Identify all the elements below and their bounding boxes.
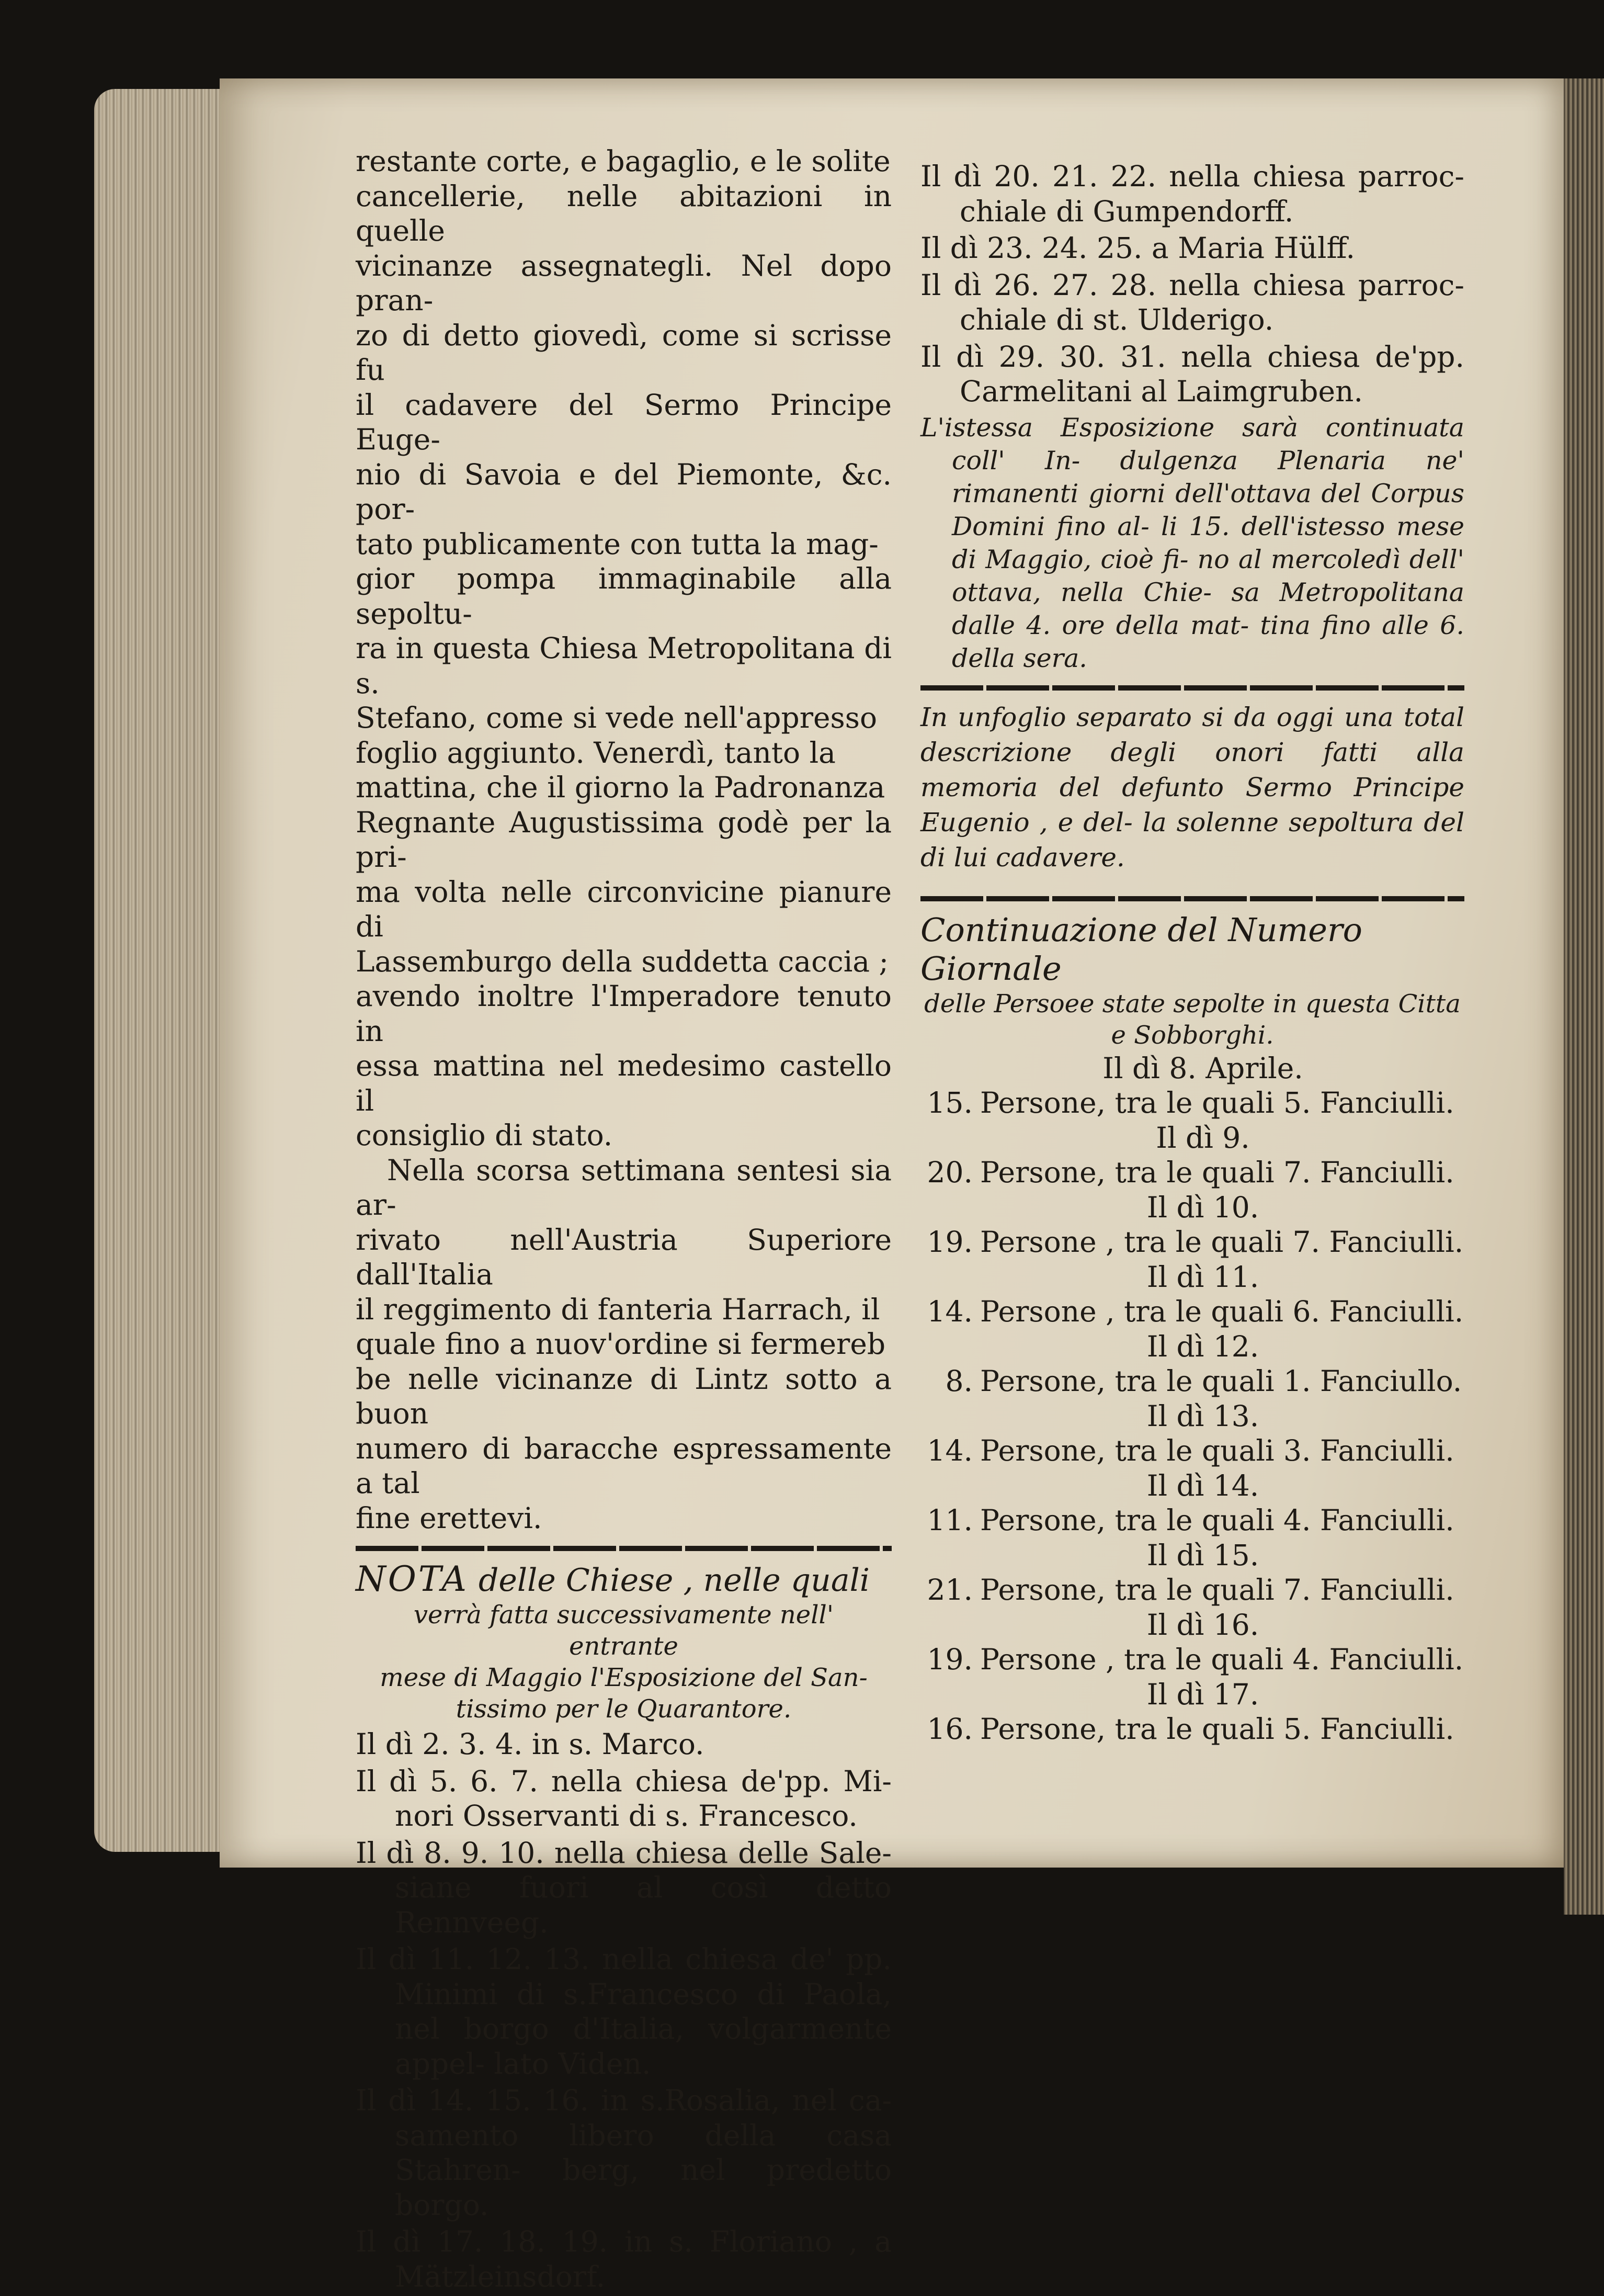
- church-schedule-entry: Il dì 26. 27. 28. nella chiesa parroc- chiale di st. Ulderigo.: [920, 268, 1464, 336]
- text-line: il cadavere del Sermo Principe Euge-: [356, 388, 892, 456]
- day-heading: Il dì 10.: [1146, 1190, 1259, 1224]
- day-heading: Il dì 11.: [1146, 1260, 1259, 1294]
- text-line: gior pompa immaginabile alla sepoltu-: [356, 562, 892, 630]
- text-line: essa mattina nel medesimo castello il: [356, 1049, 892, 1117]
- burial-row: [920, 1085, 1464, 1121]
- burial-count: 14.: [927, 1295, 973, 1328]
- text-line: zo di detto giovedì, come si scrisse fu: [356, 318, 892, 387]
- right-column: [920, 157, 1464, 1747]
- burial-row: [920, 1433, 1464, 1468]
- day-heading: Il dì 13.: [1146, 1399, 1259, 1433]
- burial-text: Persone , tra le quali 4. Fanciulli.: [980, 1643, 1464, 1676]
- burial-text: Persone , tra le quali 7. Fanciulli.: [980, 1225, 1464, 1259]
- section-divider: [920, 685, 1464, 691]
- church-schedule-entry: Il dì 11. 12. 13. nella chiesa de' pp. Minimi di s.Francesco di Paola, nel borgo d'Italia, volgarmente appel- lato Viden.: [356, 1942, 892, 2080]
- burial-list: [920, 1085, 1464, 1747]
- day-heading: Il dì 12.: [1146, 1329, 1259, 1363]
- church-schedule-entry: Il dì 14. 15. 16. in s.Rosalia, nel ca- samento libero della casa Stahren- berg, nel predetto borgo.: [356, 2084, 892, 2222]
- nota-subtitle: mese di Maggio l'Esposizione del San-: [380, 1663, 868, 1692]
- burial-text: Persone, tra le quali 7. Fanciulli.: [980, 1156, 1454, 1189]
- section-divider: [920, 896, 1464, 901]
- nota-title-rest: delle Chiese , nelle quali: [479, 1562, 870, 1599]
- burial-text: Persone, tra le quali 1. Fanciullo.: [980, 1364, 1462, 1398]
- nota-subtitle: tissimo per le Quarantore.: [456, 1694, 792, 1724]
- day-heading: Il dì 17.: [1146, 1677, 1259, 1711]
- burial-row: [920, 1364, 1464, 1399]
- church-schedule-entry: Il dì 17. 18. 19. in s. Floriano , a Mätzleinsdorf.: [356, 2225, 892, 2293]
- day-heading: Il dì 8. Aprile.: [1102, 1051, 1303, 1085]
- burial-count: 20.: [927, 1156, 973, 1189]
- burial-row: [920, 1155, 1464, 1190]
- burial-count: 11.: [927, 1503, 973, 1537]
- news-paragraph-1: [356, 144, 892, 1153]
- text-line: foglio aggiunto. Venerdì, tanto la: [356, 736, 836, 770]
- church-schedule-entry: Il dì 29. 30. 31. nella chiesa de'pp. Carmelitani al Laimgruben.: [920, 340, 1464, 408]
- burial-text: Persone, tra le quali 4. Fanciulli.: [980, 1503, 1454, 1537]
- text-line: Stefano, come si vede nell'appresso: [356, 701, 878, 734]
- burial-text: Persone, tra le quali 5. Fanciulli.: [980, 1712, 1454, 1746]
- burial-text: Persone, tra le quali 7. Fanciulli.: [980, 1573, 1454, 1607]
- indulgence-note: L'istessa Esposizione sarà continuata coll' In- dulgenza Plenaria ne' rimanenti giorni dell'ottava del Corpus Domini fino al- li 15. dell'istesso mese di Maggio, cioè fi- no al mercoledì dell' ottava, nella Chie- sa Metropolitana dalle 4. ore della mat- tina fino alle 6. della sera.: [920, 412, 1464, 673]
- burial-row: [920, 1503, 1464, 1538]
- continuation-subtitle: e Sobborghi.: [1111, 1020, 1274, 1050]
- continuation-title: Continuazione del Numero Giornale: [920, 910, 1362, 988]
- text-line: Nella scorsa settimana sentesi sia ar-: [356, 1153, 892, 1221]
- day-heading: Il dì 9.: [1156, 1121, 1250, 1155]
- burial-count: 15.: [927, 1086, 973, 1119]
- church-schedule-entry: Il dì 8. 9. 10. nella chiesa delle Sale- siane fuori al così detto Rennveeg.: [356, 1836, 892, 1939]
- burial-count: 16.: [927, 1712, 973, 1746]
- burial-count: 14.: [927, 1434, 973, 1467]
- burial-text: Persone , tra le quali 6. Fanciulli.: [980, 1295, 1464, 1328]
- text-line: il reggimento di fanteria Harrach, il: [356, 1292, 880, 1326]
- nota-subtitle: verrà fatta successivamente nell' entrante: [413, 1600, 834, 1661]
- text-line: be nelle vicinanze di Lintz sotto a buon: [356, 1362, 892, 1430]
- separate-sheet-notice: In unfoglio separato si da oggi una total descrizione degli onori fatti alla memoria del defunto Sermo Principe Eugenio , e del- la solenne sepoltura del di lui cadavere.: [920, 702, 1464, 873]
- burial-count: 21.: [927, 1573, 973, 1607]
- left-column: [356, 144, 892, 2296]
- text-line: cancellerie, nelle abitazioni in quelle: [356, 179, 892, 247]
- burial-row: [920, 1712, 1464, 1747]
- church-schedule-entry: Il dì 20. 21. 22. nella chiesa parroc- chiale di Gumpendorff.: [920, 160, 1464, 228]
- day-heading: Il dì 14.: [1146, 1468, 1259, 1502]
- continuation-subtitle: delle Persoee state sepolte in questa Citta: [924, 989, 1461, 1019]
- section-divider: [356, 1546, 892, 1551]
- text-line: tato publicamente con tutta la mag-: [356, 527, 879, 561]
- day-heading: Il dì 15.: [1146, 1538, 1259, 1572]
- text-line: nio di Savoia e del Piemonte, &c. por-: [356, 457, 892, 526]
- burial-row: [920, 1294, 1464, 1329]
- facing-page-edge: [1564, 78, 1604, 1915]
- text-line: avendo inoltre l'Imperadore tenuto in: [356, 979, 892, 1048]
- church-schedule-entry: Il dì 5. 6. 7. nella chiesa de'pp. Mi- nori Osservanti di s. Francesco.: [356, 1764, 892, 1833]
- text-line: restante corte, e bagaglio, e le solite: [356, 144, 891, 178]
- nota-heading: [356, 1560, 892, 1725]
- news-paragraph-2: [356, 1153, 892, 1536]
- text-line: vicinanze assegnategli. Nel dopo pran-: [356, 248, 892, 317]
- text-line: consiglio di stato.: [356, 1118, 613, 1152]
- burial-count: 19.: [927, 1225, 973, 1259]
- church-schedule-entry: Il dì 23. 24. 25. a Maria Hülff.: [920, 231, 1356, 265]
- text-line: quale fino a nuov'ordine si fermereb: [356, 1327, 886, 1361]
- burial-count: 8.: [945, 1364, 973, 1398]
- text-line: rivato nell'Austria Superiore dall'Italia: [356, 1223, 892, 1291]
- burial-row: [920, 1642, 1464, 1677]
- burial-text: Persone, tra le quali 5. Fanciulli.: [980, 1086, 1454, 1119]
- nota-title: NOTA: [356, 1559, 469, 1599]
- text-line: Regnante Augustissima godè per la pri-: [356, 805, 892, 874]
- text-line: ra in questa Chiesa Metropolitana di s.: [356, 631, 892, 700]
- burial-text: Persone, tra le quali 3. Fanciulli.: [980, 1434, 1454, 1467]
- day-heading: Il dì 16.: [1146, 1608, 1259, 1642]
- text-line: ma volta nelle circonvicine pianure di: [356, 875, 892, 943]
- church-schedule-entry: Il dì 2. 3. 4. in s. Marco.: [356, 1727, 704, 1761]
- text-line: numero di baracche espressamente a tal: [356, 1431, 892, 1500]
- text-line: Lassemburgo della suddetta caccia ;: [356, 944, 889, 978]
- text-line: mattina, che il giorno la Padronanza: [356, 771, 885, 804]
- burial-row: [920, 1225, 1464, 1260]
- burial-row: [920, 1573, 1464, 1608]
- text-line: fine erettevi.: [356, 1501, 542, 1535]
- burial-count: 19.: [927, 1643, 973, 1676]
